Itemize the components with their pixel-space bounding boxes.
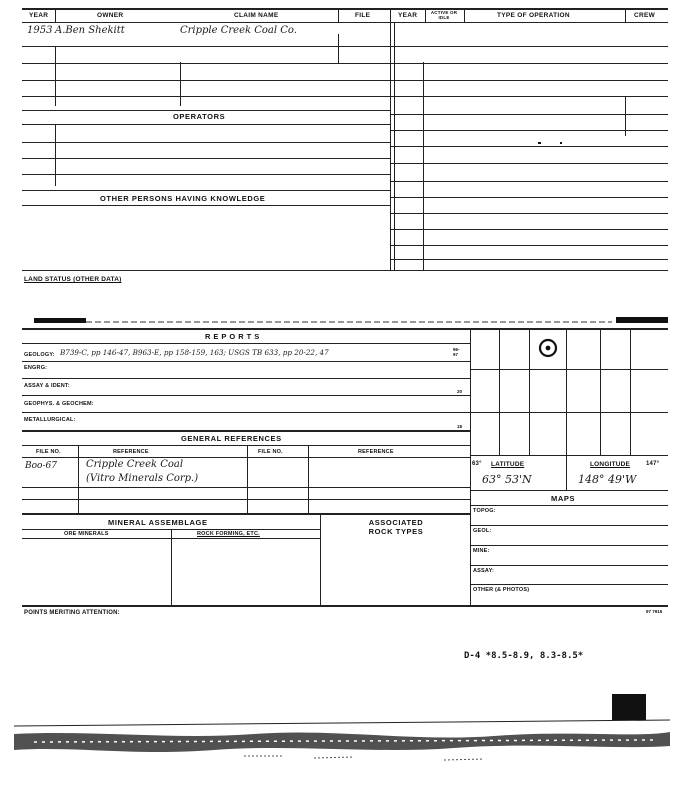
- ref-col-reference-2: REFERENCE: [358, 449, 394, 455]
- other-persons-label: OTHER PERSONS HAVING KNOWLEDGE: [100, 194, 266, 203]
- col-crew: CREW: [634, 12, 656, 19]
- longitude-label: LONGITUDE: [590, 461, 631, 468]
- ore-minerals-label: ORE MINERALS: [64, 531, 109, 537]
- geology-label: GEOLOGY:: [24, 352, 55, 358]
- latitude-value: 63° 53'N: [482, 473, 532, 486]
- col-year: YEAR: [29, 12, 49, 19]
- geology-value: B739-C, pp 146-47, B963-E, pp 158-159, 163; USGS TB 633, pp 20-22, 47: [60, 348, 329, 357]
- scan-edge-top: [22, 316, 670, 326]
- file-stamp: D-4 *8.5-8.9, 8.3-8.5*: [464, 651, 584, 661]
- longitude-value: 148° 49'W: [578, 473, 637, 486]
- latitude-prefix: 63°: [472, 461, 482, 467]
- ref-entry-line-1: Cripple Creek Coal: [86, 459, 184, 470]
- form-number: 97 7915: [646, 609, 663, 614]
- scan-edge-bottom: [14, 716, 670, 766]
- latitude-label: LATITUDE: [491, 461, 525, 468]
- map-row-geol: GEOL:: [473, 528, 492, 534]
- col-file: FILE: [355, 12, 371, 19]
- reports-title: REPORTS: [205, 332, 263, 341]
- col-year-2: YEAR: [398, 12, 418, 19]
- operators-label: OPERATORS: [173, 112, 226, 121]
- col-active-idle: ACTIVE OR IDLE: [430, 10, 458, 20]
- points-meriting-attention: POINTS MERITING ATTENTION:: [24, 610, 120, 616]
- engrg-label: ENGRG:: [24, 365, 48, 371]
- assay-label: ASSAY & IDENT:: [24, 383, 70, 389]
- assay-num: 20: [457, 389, 463, 394]
- entry-owner: A.Ben Shekitt: [55, 25, 125, 36]
- geophys-label: GEOPHYS. & GEOCHEM:: [24, 401, 94, 407]
- entry-year: 1953: [27, 25, 53, 36]
- general-references-title: GENERAL REFERENCES: [181, 434, 282, 443]
- metallurgical-label: METALLURGICAL:: [24, 417, 76, 423]
- col-claim-name: CLAIM NAME: [234, 12, 279, 19]
- geology-num: 96- 97: [453, 347, 460, 357]
- longitude-prefix: 147°: [646, 461, 660, 467]
- ref-col-reference: REFERENCE: [113, 449, 149, 455]
- entry-claim-name: Cripple Creek Coal Co.: [180, 25, 297, 36]
- col-type-of-operation: TYPE OF OPERATION: [497, 12, 570, 19]
- associated-rock-types: ASSOCIATED ROCK TYPES: [368, 518, 424, 536]
- map-row-assay: ASSAY:: [473, 568, 495, 574]
- ref-col-file-no: FILE NO.: [36, 449, 61, 455]
- mineral-assemblage-title: MINERAL ASSEMBLAGE: [108, 518, 208, 527]
- ref-entry-line-2: (Vitro Minerals Corp.): [86, 473, 199, 484]
- map-row-mine: MINE:: [473, 548, 490, 554]
- ref-entry-file-no: Boo-67: [25, 461, 57, 471]
- col-owner: OWNER: [97, 12, 124, 19]
- maps-title: MAPS: [551, 494, 576, 503]
- map-row-topog: TOPOG:: [473, 508, 496, 514]
- rock-forming-label: ROCK FORMING, ETC.: [197, 531, 260, 537]
- map-row-other: OTHER (& PHOTOS): [473, 587, 530, 593]
- ref-col-file-no-2: FILE NO.: [258, 449, 283, 455]
- metallurgical-num: 18: [457, 424, 463, 429]
- land-status-label: LAND STATUS (OTHER DATA): [24, 276, 122, 283]
- location-target-icon: [537, 337, 559, 359]
